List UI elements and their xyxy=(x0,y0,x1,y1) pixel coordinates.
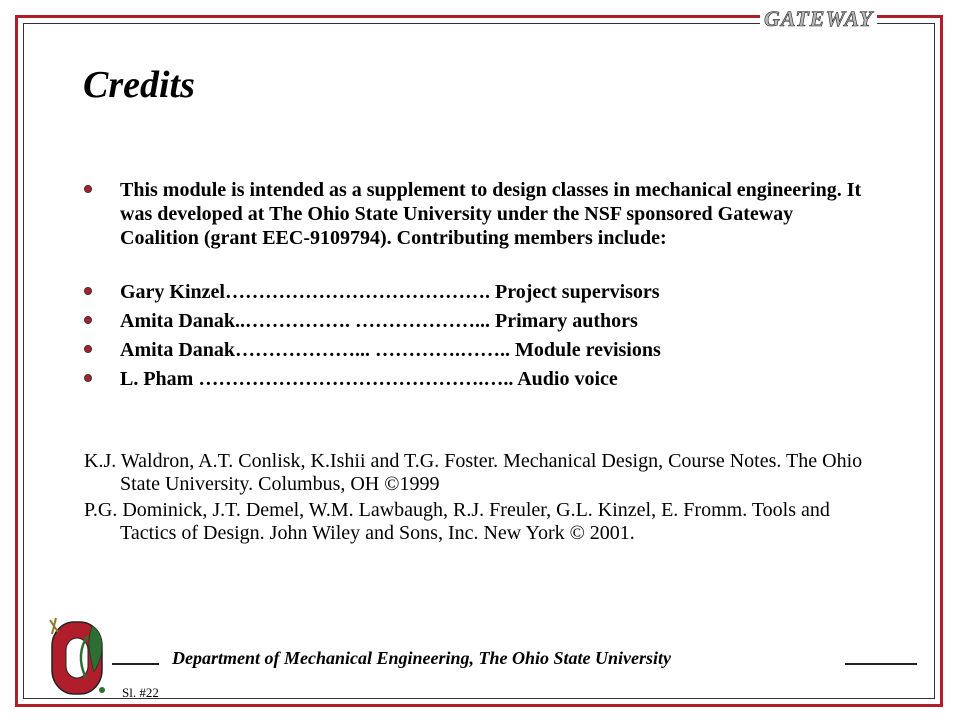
credit-item xyxy=(84,338,874,367)
slide-number: Sl. #22 xyxy=(122,685,159,700)
reference-item: K.J. Waldron, A.T. Conlisk, K.Ishii and T.G. Foster. Mechanical Design, Course Notes. The Ohio State University. Columbus, OH ©1999 xyxy=(84,450,863,495)
footer-rule-right xyxy=(845,663,917,665)
credit-text: L. Pham …………………………………….….. Audio voice xyxy=(120,368,618,390)
credit-text: Gary Kinzel…………………………………. Project supervisors xyxy=(120,281,660,303)
references xyxy=(84,450,884,548)
footer-rule-left xyxy=(112,663,159,665)
ohio-state-block-o-logo-icon xyxy=(42,612,112,702)
reference-item: P.G. Dominick, J.T. Demel, W.M. Lawbaugh, R.J. Freuler, G.L. Kinzel, E. Fromm. Tools and Tactics of Design. John Wiley and Sons, Inc. New York © 2001. xyxy=(84,499,830,544)
credit-item xyxy=(84,367,874,396)
intro-text: This module is intended as a supplement to design classes in mechanical engineering. It was developed at The Ohio State University under the NSF sponsored Gateway Coalition (grant EEC-9109794). Contributing members include: xyxy=(120,179,862,249)
bullet-dot-icon xyxy=(84,374,92,382)
credit-item xyxy=(84,280,874,309)
gateway-logo-text: GATEWAY xyxy=(760,6,877,32)
bullet-dot-icon xyxy=(84,287,92,295)
bullet-list xyxy=(84,178,874,396)
bullet-dot-icon xyxy=(84,345,92,353)
credit-text: Amita Danak………………... ………….…….. Module revisions xyxy=(120,339,661,361)
slide-title: Credits xyxy=(83,64,195,106)
credit-text: Amita Danak..……………. ………………... Primary authors xyxy=(120,310,638,332)
bullet-dot-icon xyxy=(84,316,92,324)
credit-item xyxy=(84,309,874,338)
bullet-item-intro xyxy=(84,178,874,250)
footer-department: Department of Mechanical Engineering, The Ohio State University xyxy=(172,648,672,668)
bullet-dot-icon xyxy=(84,185,92,193)
